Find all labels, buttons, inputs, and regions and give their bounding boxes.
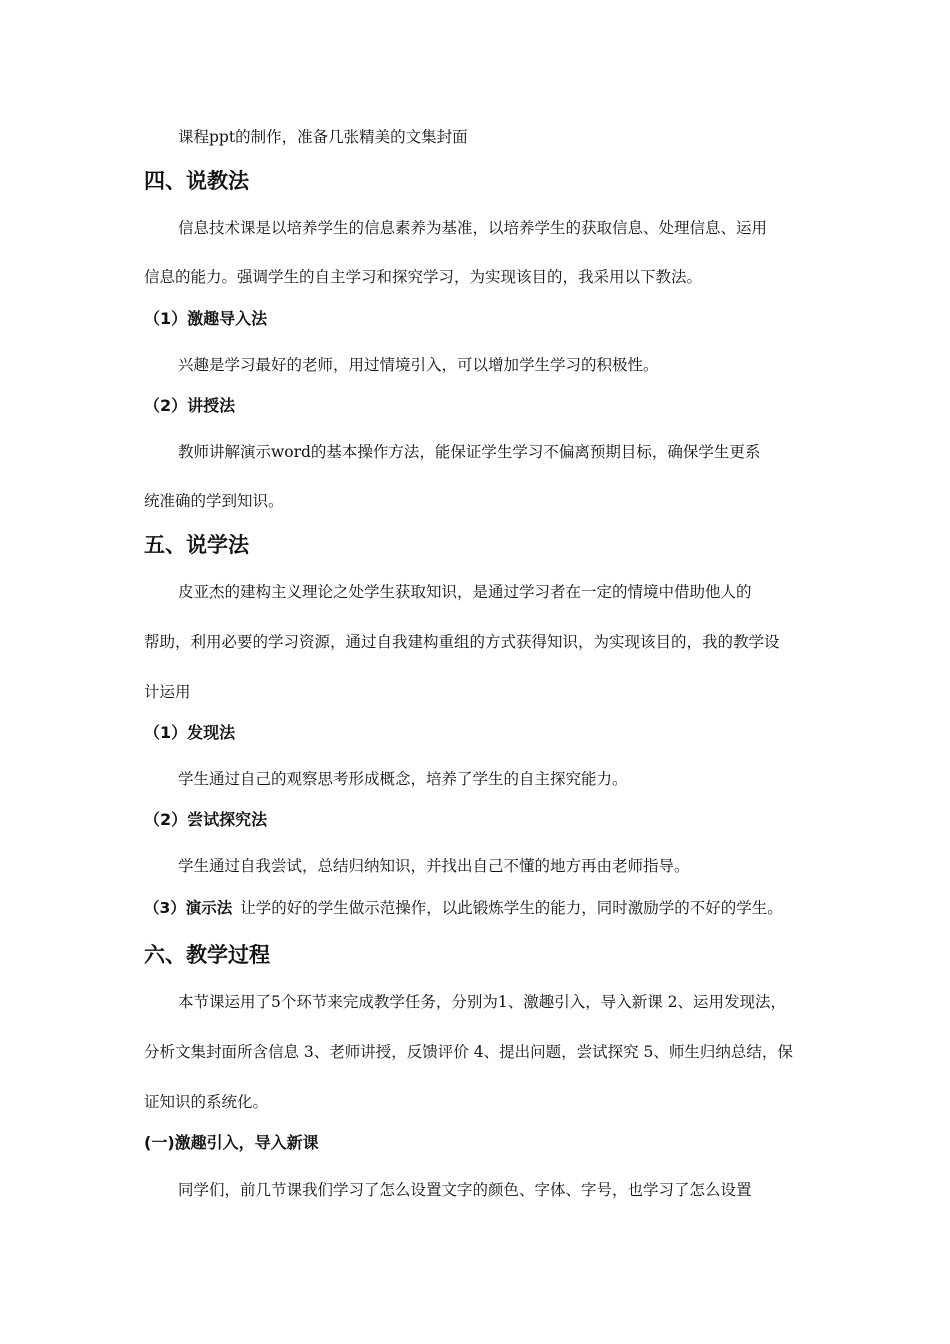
subheading-lecture-method: （2）讲授法	[144, 396, 236, 415]
subheading-interest-method: （1）激趣导入法	[144, 309, 268, 328]
body-line: 课程ppt的制作，准备几张精美的文集封面	[178, 128, 468, 146]
body-line: 皮亚杰的建构主义理论之处学生获取知识，是通过学习者在一定的情境中借助他人的	[178, 583, 752, 601]
subheading-demo-method: （3）演示法	[144, 899, 233, 917]
body-line: 分析文集封面所含信息 3、老师讲授，反馈评价 4、提出问题，尝试探究 5、师生归纳总结，保	[144, 1043, 793, 1061]
body-line: 同学们，前几节课我们学习了怎么设置文字的颜色、字体、字号，也学习了怎么设置	[178, 1181, 752, 1199]
body-line: 计运用	[144, 683, 191, 701]
body-line: 兴趣是学习最好的老师，用过情境引入，可以增加学生学习的积极性。	[178, 356, 659, 374]
body-line: 信息技术课是以培养学生的信息素养为基准，以培养学生的获取信息、处理信息、运用	[178, 219, 768, 237]
body-line: 证知识的系统化。	[144, 1093, 269, 1111]
body-line: 统准确的学到知识。	[144, 492, 284, 510]
subheading-intro-new-lesson: (一)激趣引入，导入新课	[144, 1133, 319, 1152]
body-line: 学生通过自我尝试，总结归纳知识，并找出自己不懂的地方再由老师指导。	[178, 857, 690, 875]
body-line: 教师讲解演示word的基本操作方法，能保证学生学习不偏离预期目标，确保学生更系	[178, 443, 761, 461]
body-line: 本节课运用了5个环节来完成教学任务，分别为1、激趣引入，导入新课 2、运用发现法，	[178, 993, 787, 1011]
section-heading-teaching-methods: 四、说教法	[144, 169, 249, 193]
body-line-demo-method	[144, 898, 783, 918]
section-heading-learning-methods: 五、说学法	[144, 533, 249, 557]
subheading-trial-method: （2）尝试探究法	[144, 810, 268, 829]
subheading-discovery-method: （1）发现法	[144, 723, 236, 742]
section-heading-teaching-process: 六、教学过程	[144, 943, 270, 967]
body-text: 让学的好的学生做示范操作，以此锻炼学生的能力，同时激励学的不好的学生。	[240, 899, 783, 917]
body-line: 帮助，利用必要的学习资源，通过自我建构重组的方式获得知识，为实现该目的，我的教学设	[144, 633, 780, 651]
body-line: 学生通过自己的观察思考形成概念，培养了学生的自主探究能力。	[178, 770, 628, 788]
body-line: 信息的能力。强调学生的自主学习和探究学习，为实现该目的，我采用以下教法。	[144, 268, 703, 286]
